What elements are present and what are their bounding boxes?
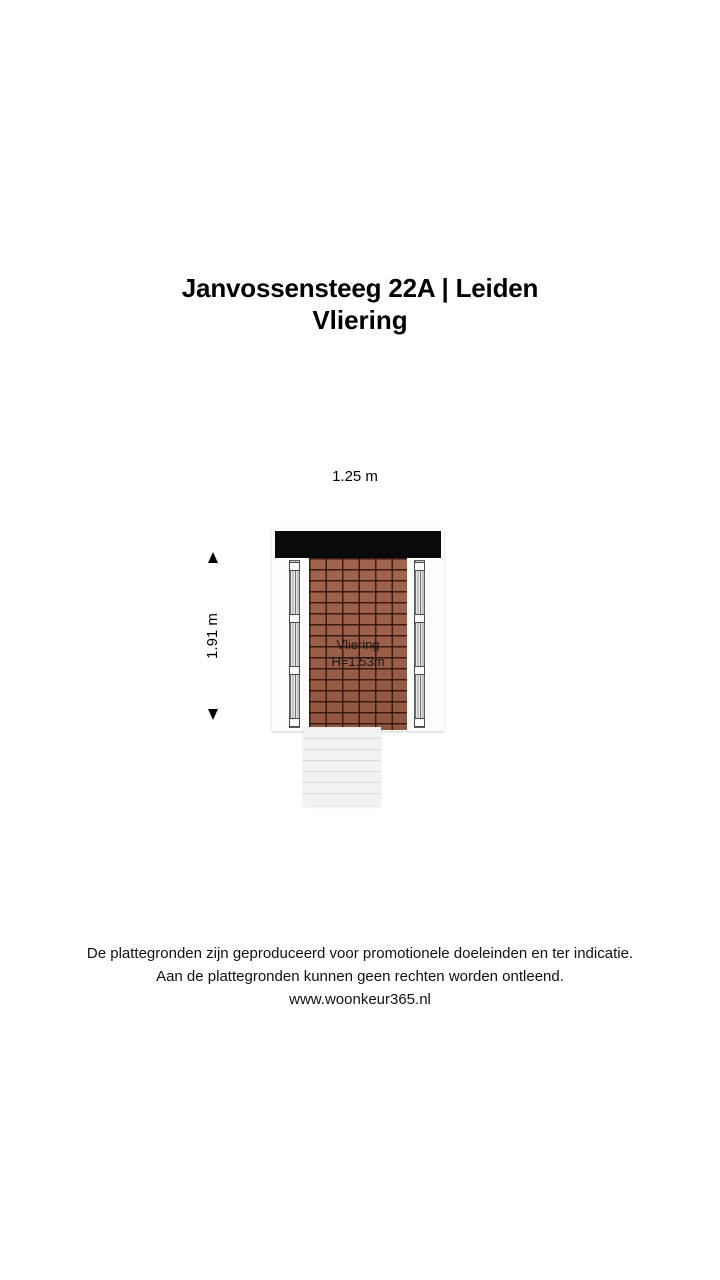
title-floor: Vliering: [312, 305, 408, 335]
dimension-width: [292, 466, 418, 488]
footer-disclaimer: [0, 942, 720, 1011]
beam-joint: [289, 666, 300, 675]
stair-step: [303, 771, 381, 772]
dimension-width-label: 1.25 m: [292, 466, 418, 488]
right-wall-beam: [414, 560, 425, 728]
dimension-depth-label: 1.91 m: [202, 563, 224, 709]
stair-step: [303, 793, 381, 794]
footer-website: www.woonkeur365.nl: [289, 991, 431, 1008]
title-address: Janvossensteeg 22A | Leiden: [181, 273, 539, 303]
staircase: [303, 727, 381, 806]
floorplan-room: [272, 529, 444, 731]
stair-step: [303, 749, 381, 750]
beam-joint: [414, 562, 425, 571]
stair-step: [303, 760, 381, 761]
beam-joint: [289, 614, 300, 623]
room-label-height: H=1.53m: [331, 654, 385, 669]
stair-step: [303, 782, 381, 783]
left-wall-beam: [289, 560, 300, 728]
beam-joint: [414, 666, 425, 675]
footer-line-2: Aan de plattegronden kunnen geen rechten worden ontleend.: [156, 968, 564, 985]
beam-joint: [289, 718, 300, 727]
room-label-name: Vliering: [336, 637, 380, 652]
beam-joint: [414, 614, 425, 623]
room-label: [309, 636, 407, 670]
beam-joint: [289, 562, 300, 571]
roof-tile-surface: [309, 558, 407, 730]
dimension-depth: [202, 552, 224, 720]
footer-line-1: De plattegronden zijn geproduceerd voor promotionele doeleinden en ter indicatie.: [86, 945, 634, 962]
beam-joint: [414, 718, 425, 727]
top-wall: [275, 531, 441, 558]
arrow-down-icon: [208, 709, 218, 720]
stair-step: [303, 738, 381, 739]
